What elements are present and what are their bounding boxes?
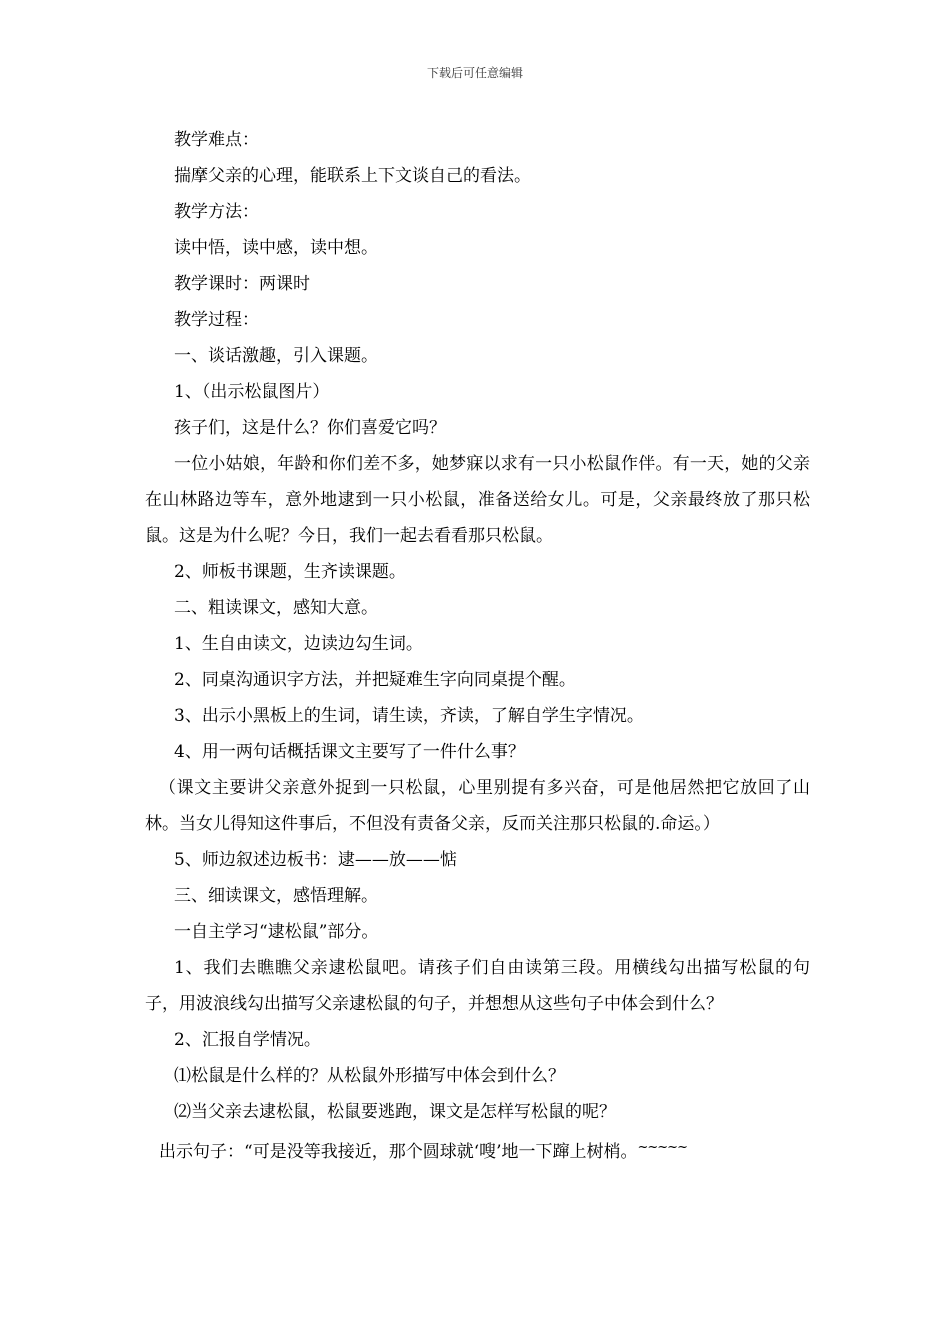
list-item: ⑴松鼠是什么样的？从松鼠外形描写中体会到什么？ [174,1066,565,1086]
list-item: 2、汇报自学情况。 [174,1030,321,1050]
list-item: 2、同桌沟通识字方法，并把疑难生字向同桌提个醒。 [174,670,576,690]
list-item: 2、师板书课题，生齐读课题。 [174,562,406,582]
section-heading-3: 三、细读课文，感悟理解。 [174,886,378,906]
paragraph: 孩子们，这是什么？你们喜爱它吗？ [174,418,446,438]
section-heading-2: 二、粗读课文，感知大意。 [174,598,378,618]
page-header-note: 下载后可任意编辑 [426,66,523,80]
list-item: 3、出示小黑板上的生词，请生读，齐读，了解自学生字情况。 [174,706,644,726]
paragraph-quote [145,1130,810,1170]
heading-teaching-difficulty: 教学难点： [174,130,259,150]
paragraph: 读中悟，读中感，读中想。 [174,238,378,258]
quote-text: 出示句子：“可是没等我接近，那个圆球就‘嗖’地一下蹿上树梢。 [159,1142,638,1162]
paragraph-class-hours: 教学课时：两课时 [174,274,310,294]
list-item: ⑵当父亲去逮松鼠，松鼠要逃跑，课文是怎样写松鼠的呢？ [174,1102,616,1122]
list-item: 1、生自由读文，边读边勾生词。 [174,634,423,654]
list-item: 4、用一两句话概括课文主要写了一件什么事？ [174,742,525,762]
paragraph: 揣摩父亲的心理，能联系上下文谈自己的看法。 [174,166,531,186]
document-body [145,122,810,1170]
list-item: 1、（出示松鼠图片） [174,382,330,402]
paragraph-summary: （课文主要讲父亲意外捉到一只松鼠，心里别提有多兴奋，可是他居然把它放回了山林。当女儿得知这件事后，不但没有责备父亲，反而关注那只松鼠的.命运。） [145,778,810,834]
paragraph: 一位小姑娘，年龄和你们差不多，她梦寐以求有一只小松鼠作伴。有一天，她的父亲在山林路边等车，意外地逮到一只小松鼠，准备送给女儿。可是，父亲最终放了那只松鼠。这是为什么呢？今日，我们一起去看看那只松鼠。 [145,454,810,546]
wavy-underline-mark: ~~~~~ [637,1140,687,1155]
subsection-heading: 一自主学习“逮松鼠”部分。 [174,922,379,942]
list-item: 1、我们去瞧瞧父亲逮松鼠吧。请孩子们自由读第三段。用横线勾出描写松鼠的句子，用波浪线勾出描写父亲逮松鼠的句子，并想想从这些句子中体会到什么？ [145,958,810,1014]
list-item: 5、师边叙述边板书：逮——放——惦 [174,850,457,870]
section-heading-1: 一、谈话激趣，引入课题。 [174,346,378,366]
heading-teaching-process: 教学过程： [174,310,259,330]
heading-teaching-method: 教学方法： [174,202,259,222]
